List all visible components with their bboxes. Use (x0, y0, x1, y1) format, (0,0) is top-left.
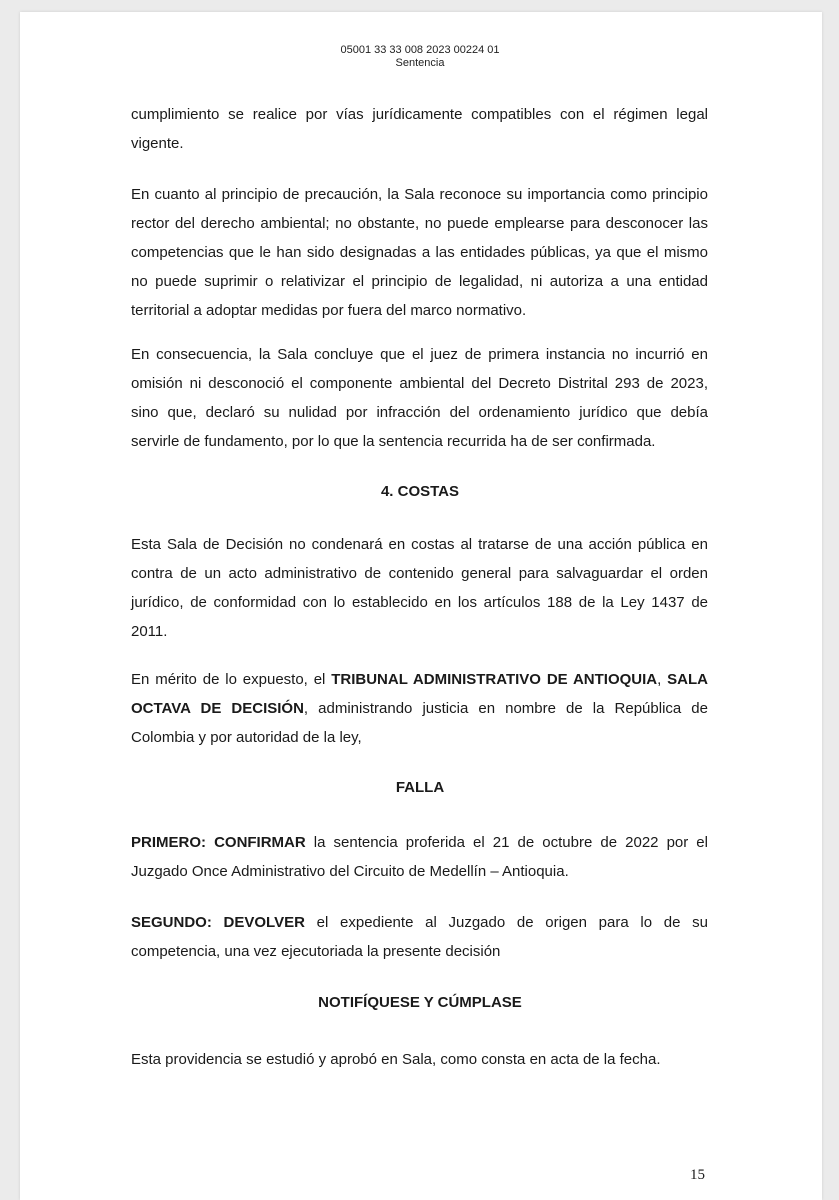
page-number: 15 (690, 1167, 705, 1183)
paragraph-primero (131, 828, 708, 886)
document-header (0, 44, 839, 70)
heading-costas: 4. COSTAS (380, 483, 460, 500)
paragraph-merit (131, 665, 708, 752)
merit-comma: , (657, 671, 668, 688)
segundo-label: SEGUNDO: DEVOLVER (131, 914, 305, 931)
document-type: Sentencia (395, 57, 445, 69)
paragraph-conclusion: En consecuencia, la Sala concluye que el juez de primera instancia no incurrió en omisión ni desconoció el componente ambiental del Decreto Distrital 293 de 2023, sino que, declaró su nulidad por infracción del ordenamiento jurídico que debía servirle de fundamento, por lo que la sentencia recurrida ha de ser confirmada. (131, 346, 708, 450)
primero-text: la sentencia proferida el 21 de octubre de 2022 por el Juzgado Once Administrativo del Circuito de Medellín – Antioquia. (131, 834, 708, 880)
case-number: 05001 33 33 008 2023 00224 01 (340, 44, 500, 56)
merit-rest: , administrando justicia en nombre de la República de Colombia y por autoridad de la ley, (131, 700, 708, 746)
paragraph-segundo (131, 908, 708, 966)
chamber-name: SALA OCTAVA DE DECISIÓN (131, 671, 708, 717)
primero-label: PRIMERO: CONFIRMAR (131, 834, 306, 851)
heading-falla: FALLA (395, 779, 445, 796)
paragraph-costas: Esta Sala de Decisión no condenará en costas al tratarse de una acción pública en contra de un acto administrativo de contenido general para salvaguardar el orden jurídico, de conformidad con lo establecido en los artículos 188 de la Ley 1437 de 2011. (131, 536, 708, 640)
merit-intro: En mérito de lo expuesto, el (131, 671, 332, 688)
paragraph-precaution: En cuanto al principio de precaución, la Sala reconoce su importancia como principio rector del derecho ambiental; no obstante, no puede emplearse para desconocer las competencias que le han sido designadas a las entidades públicas, ya que el mismo no puede suprimir o relativizar el principio de legalidad, ni autoriza a una entidad territorial a adoptar medidas por fuera del marco normativo. (131, 186, 708, 319)
heading-notifiquese: NOTIFÍQUESE Y CÚMPLASE (318, 994, 522, 1011)
court-name: TRIBUNAL ADMINISTRATIVO DE ANTIOQUIA (331, 671, 658, 688)
paragraph-closing: Esta providencia se estudió y aprobó en Sala, como consta en acta de la fecha. (131, 1051, 661, 1068)
segundo-text: el expediente al Juzgado de origen para lo de su competencia, una vez ejecutoriada la presente decisión (131, 914, 708, 960)
paragraph-compliance: cumplimiento se realice por vías jurídicamente compatibles con el régimen legal vigente. (131, 106, 708, 152)
